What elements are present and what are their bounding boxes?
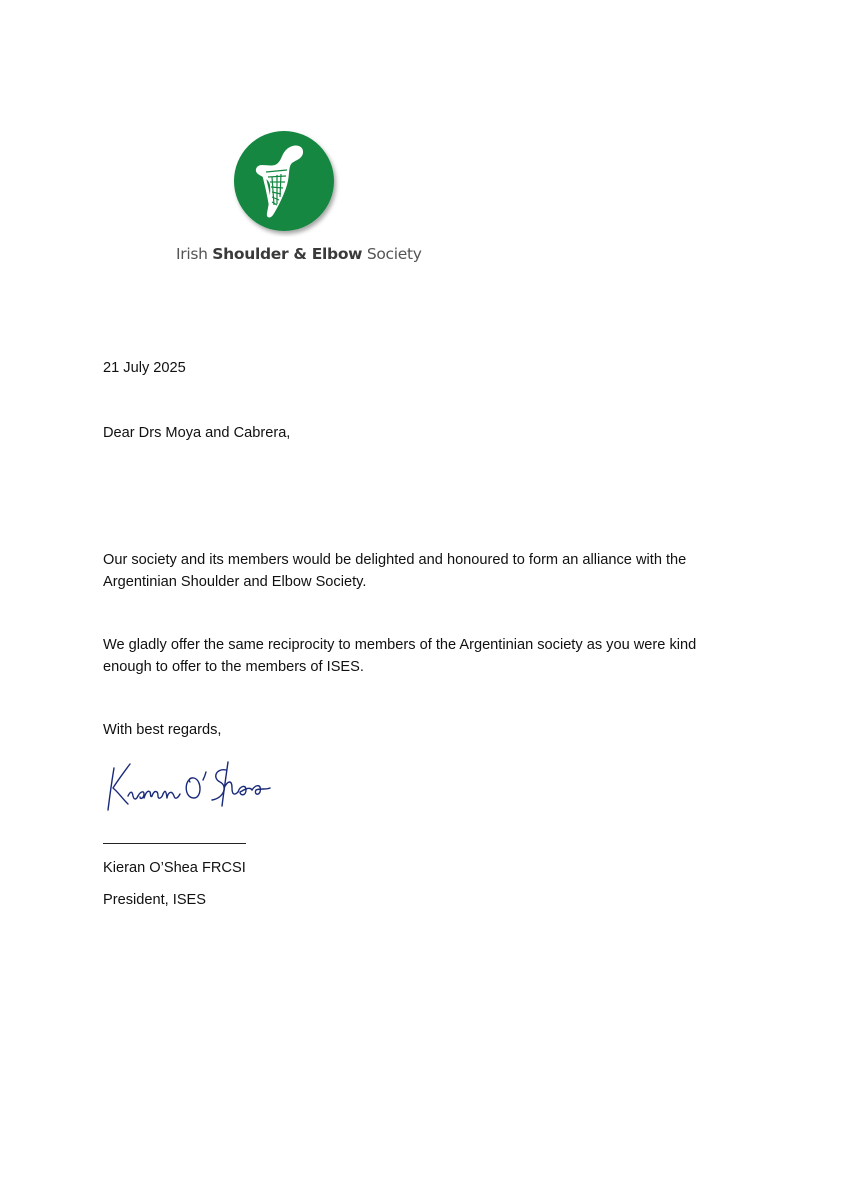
paragraph-2-line-2: enough to offer to the members of ISES. bbox=[103, 659, 364, 675]
society-logo bbox=[232, 129, 340, 237]
society-name bbox=[176, 245, 422, 263]
handwritten-signature bbox=[100, 752, 275, 814]
signature-line bbox=[103, 843, 246, 844]
letterhead bbox=[170, 125, 422, 275]
letter-date: 21 July 2025 bbox=[103, 360, 186, 376]
salutation: Dear Drs Moya and Cabrera, bbox=[103, 425, 291, 441]
signatory-name: Kieran O’Shea FRCSI bbox=[103, 860, 246, 876]
paragraph-1-line-1: Our society and its members would be delighted and honoured to form an alliance with the bbox=[103, 552, 687, 568]
signatory-title: President, ISES bbox=[103, 892, 207, 908]
society-name-light: Irish bbox=[176, 245, 213, 263]
paragraph-2-line-1: We gladly offer the same reciprocity to members of the Argentinian society as you were kind bbox=[103, 637, 697, 653]
society-name-bold: Shoulder & Elbow bbox=[212, 245, 363, 263]
paragraph-1-line-2: Argentinian Shoulder and Elbow Society. bbox=[103, 574, 367, 590]
society-name-end: Society bbox=[362, 245, 422, 263]
closing: With best regards, bbox=[103, 722, 222, 738]
